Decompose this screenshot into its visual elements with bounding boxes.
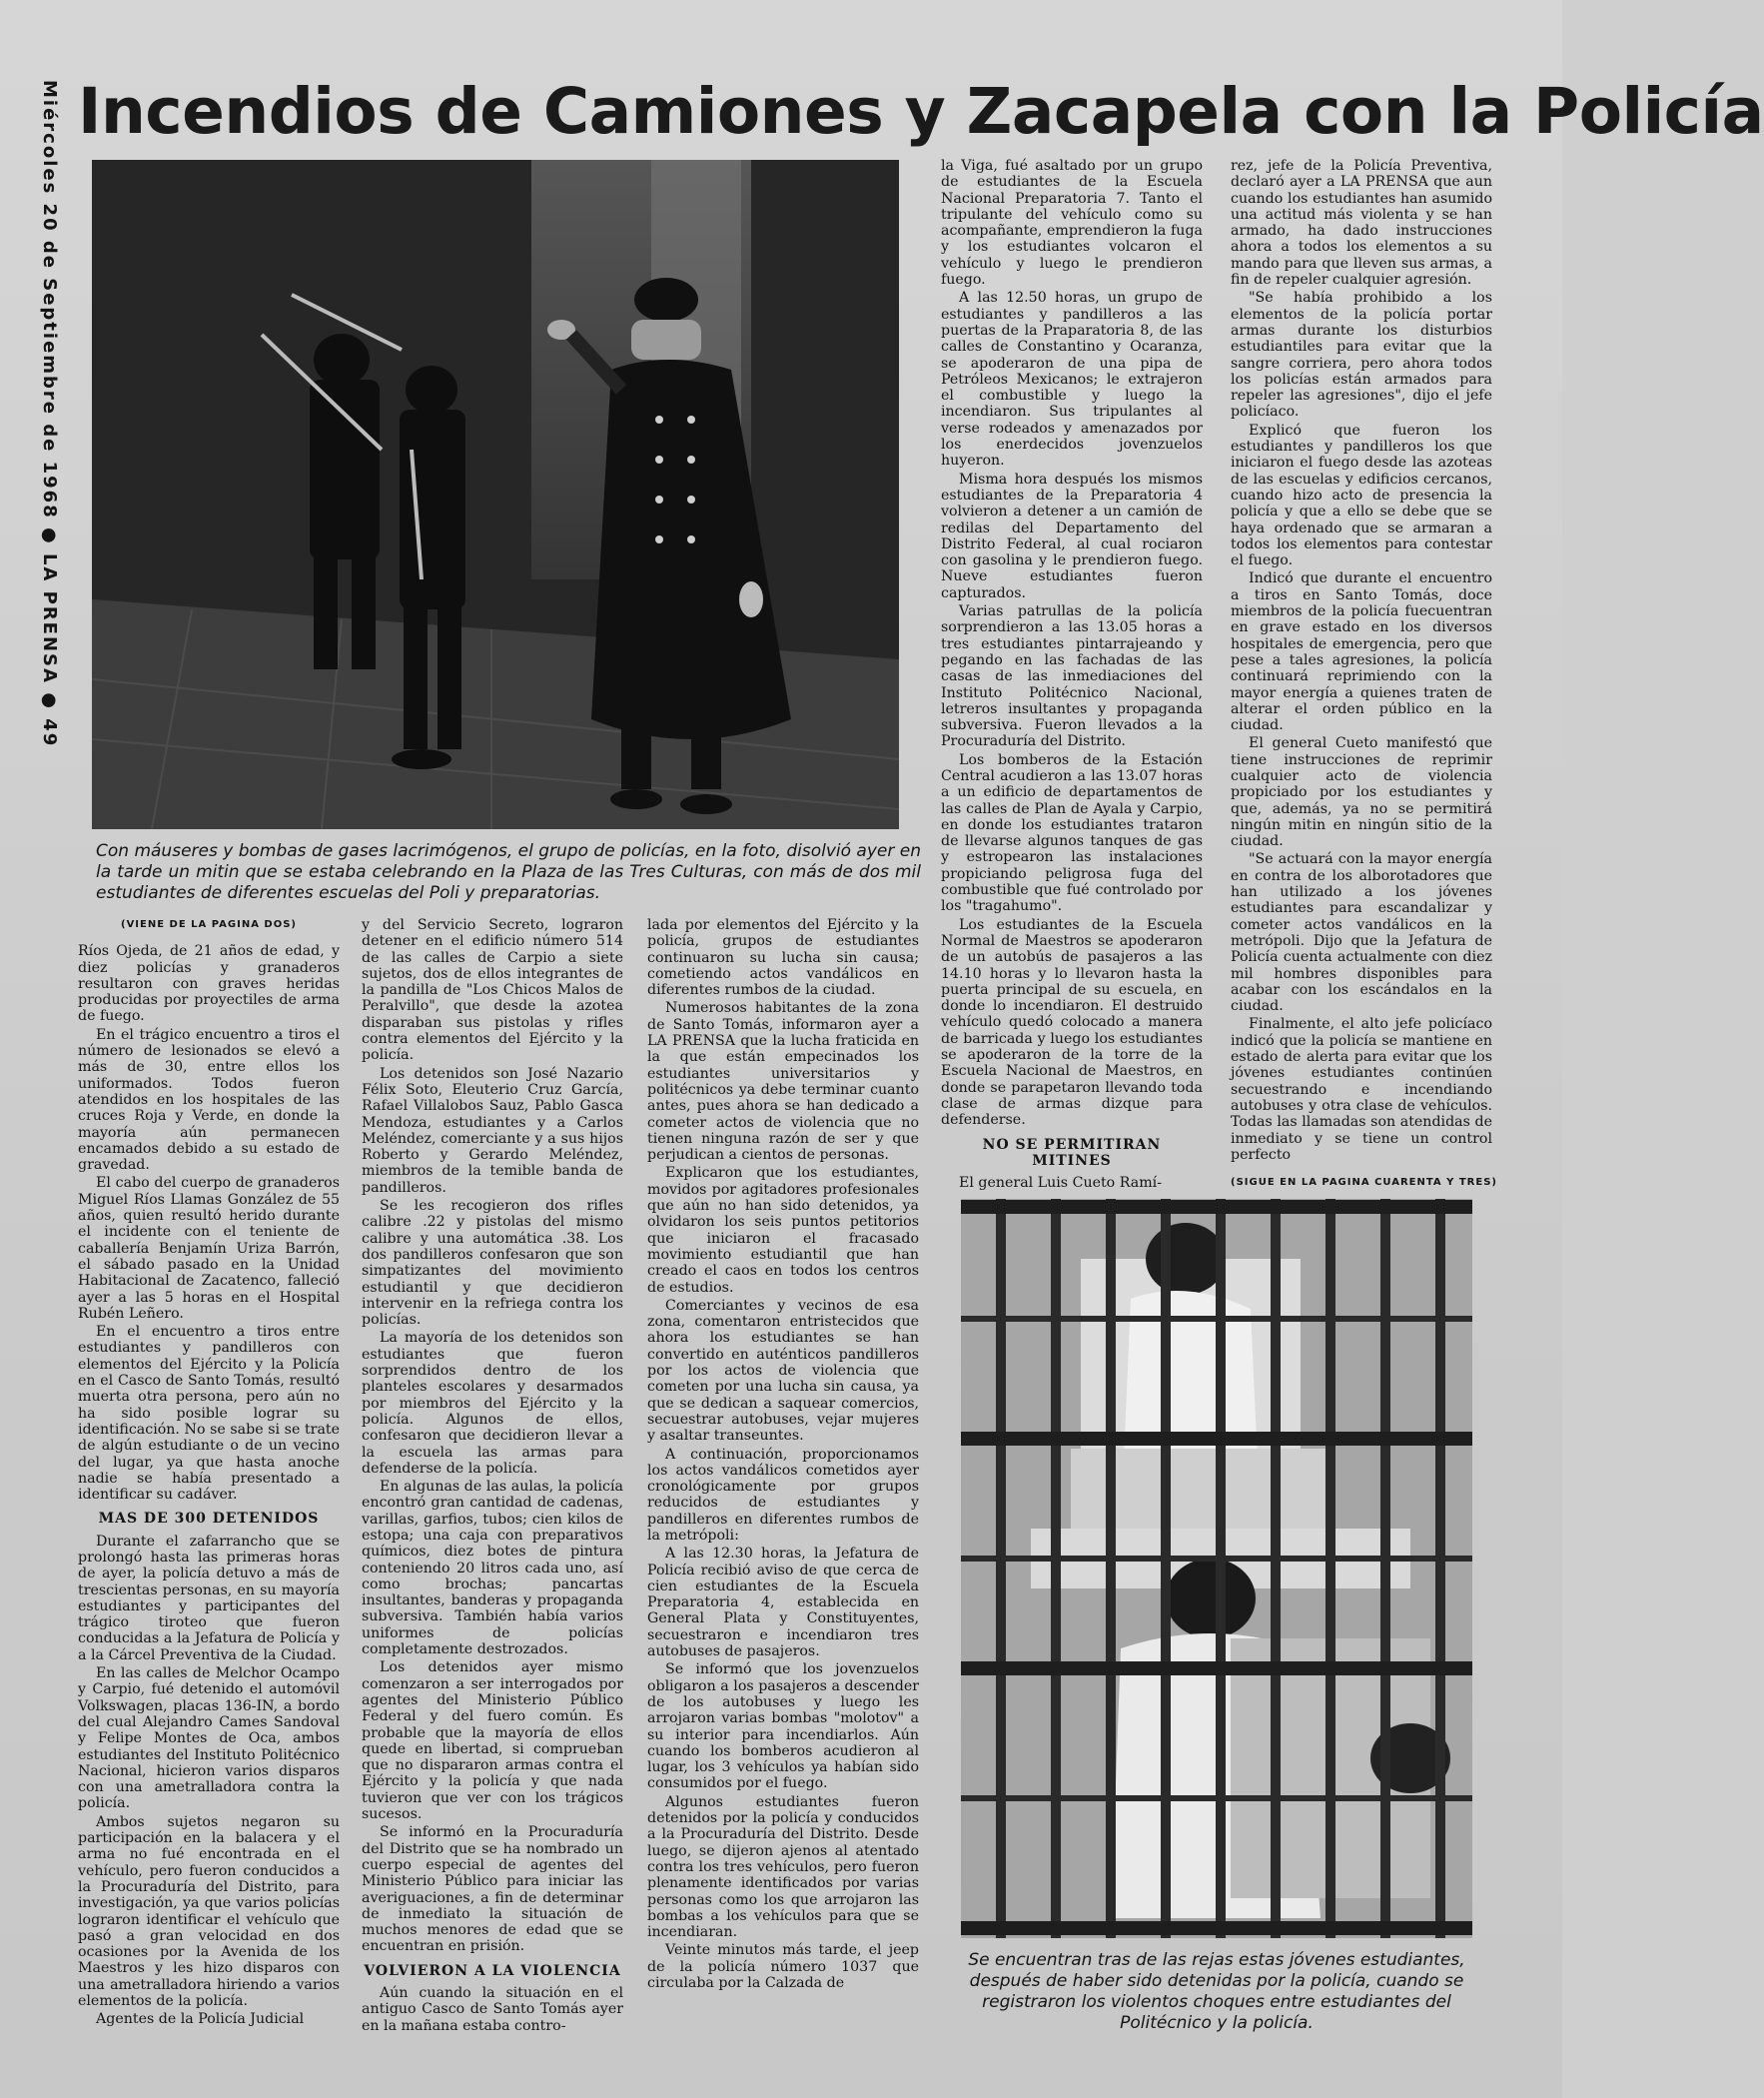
detainees-photo-caption: Se encuentran tras de las rejas estas jóvenes estudiantes, después de haber sido detenidas por la policía, cuando se registraron los violentos choques entre estudiantes del Politécnico y la policía. xyxy=(968,1950,1465,2033)
paragraph: rez, jefe de la Policía Preventiva, declaró ayer a LA PRENSA que aun cuando los estudiantes han asumido una actitud más violenta y se han armado, ha dado instrucciones ahora a todos los elementos a su mando para que lleven sus armas, a fin de repeler cualquier agresión. xyxy=(1231,158,1492,289)
paragraph: El general Cueto manifestó que tiene instrucciones de reprimir cualquier acto de violencia propiciado por los estudiantes y que, además, ya no se permitirá ningún mitin en ningún sitio de la ciudad. xyxy=(1231,735,1492,850)
continued-on-label: (SIGUE EN LA PAGINA CUARENTA Y TRES) xyxy=(1231,1177,1497,1188)
article-column-2 xyxy=(362,917,623,2036)
paragraph: A las 12.30 horas, la Jefatura de Policía recibió aviso de que cerca de cien estudiantes de la Escuela Preparatoria 4, establecida en General Plata y Constituyentes, secuestraron e incendiaron tres autobuses de pasajeros. xyxy=(647,1546,919,1660)
paragraph: Indicó que durante el encuentro a tiros en Santo Tomás, doce miembros de la policía fuecuentran en grave estado en los diversos hospitales de emergencia, pero que pese a tales agresiones, la policía continuará reprimiendo con la mayor energía a quienes traten de alterar el orden público en la ciudad. xyxy=(1231,570,1492,734)
paragraph: la Viga, fué asaltado por un grupo de estudiantes de la Escuela Nacional Preparatoria 7. Tanto el tripulante del vehículo como su acompañante, emprendieron la fuga y los estudiantes volcaron el vehículo y luego le prendieron fuego. xyxy=(941,158,1203,289)
subheading: VOLVIERON A LA VIOLENCIA xyxy=(364,1962,621,1979)
paragraph: lada por elementos del Ejército y la policía, grupos de estudiantes continuaron su lucha sin causa; cometiendo actos vandálicos en diferentes rumbos de la ciudad. xyxy=(647,917,919,999)
page-header-strip xyxy=(26,80,60,1199)
paragraph: Comerciantes y vecinos de esa zona, comentaron entristecidos que ahora los estudiantes se han convertido en auténticos pandilleros por los actos de violencia que cometen por una lucha sin causa, ya que se dedican a saquear comercios, secuestrar autobuses, vejar mujeres y asaltar transeuntes. xyxy=(647,1297,919,1445)
paragraph: Los estudiantes de la Escuela Normal de Maestros se apoderaron de un autobús de pasajeros a las 14.10 horas y lo llevaron hasta la puerta principal de su escuela, en donde lo incendiaron. El destruido vehículo quedó colocado a manera de barricada y luego los estudiantes se apoderaron de la torre de la Escuela Nacional de Maestros, en donde se parapetaron llevando toda clase de armas dizque para defenderse. xyxy=(941,916,1203,1129)
paragraph: En las calles de Melchor Ocampo y Carpio, fué detenido el automóvil Volkswagen, placas 136-IN, a bordo del cual Alejandro Cames Sandoval y Felipe Montes de Oca, ambos estudiantes del Instituto Politécnico Nacional, hicieron varios disparos con una ametralladora contra la policía. xyxy=(78,1665,340,1812)
paragraph: Los detenidos ayer mismo comenzaron a ser interrogados por agentes del Ministerio Público Federal y del fuero común. Es probable que la mayoría de ellos quede en libertad, si comprueban que no dispararon armas contra el Ejército y la policía y que nada tuvieron que ver con los trágicos sucesos. xyxy=(362,1659,623,1823)
police-photo xyxy=(92,160,899,829)
paragraph: Se informó que los jovenzuelos obligaron a los pasajeros a descender de los autobuses y luego les arrojaron varias bombas "molotov" a su interior para incendiarlos. Aún cuando los bomberos acudieron al lugar, los 3 vehículos ya habían sido consumidos por el fuego. xyxy=(647,1661,919,1792)
paragraph: En el encuentro a tiros entre estudiantes y pandilleros con elementos del Ejército y la Policía en el Casco de Santo Tomás, resultó muerta otra persona, pero aún no ha sido posible lograr su identificación. No se sabe si se trate de algún estudiante o de un vecino del lugar, ya que hasta anoche nadie se había presentado a identificar su cadáver. xyxy=(78,1324,340,1504)
paragraph: Explicó que fueron los estudiantes y pandilleros los que iniciaron el fuego desde las azoteas de las escuelas y edificios cercanos, cuando hizo acto de presencia la policía y que a ello se debe que se haya ordenado que se armaran a todos los elementos para contestar el fuego. xyxy=(1231,422,1492,569)
paragraph: Misma hora después los mismos estudiantes de la Preparatoria 4 volvieron a detener a un camión de redilas del Departamento del Distrito Federal, al cual rociaron con gasolina y le prendieron fuego. Nueve estudiantes fueron capturados. xyxy=(941,471,1203,601)
paragraph: Veinte minutos más tarde, el jeep de la policía número 1037 que circulaba por la Calzada de xyxy=(647,1942,919,1991)
article-column-3 xyxy=(647,917,919,1993)
paragraph: Finalmente, el alto jefe policíaco indicó que la policía se mantiene en estado de alerta para evitar que los jóvenes estudiantes continúen secuestrando e incendiando autobuses y otra clase de vehículos. Todas las llamadas son atendidas de inmediato y se tiene un control perfecto xyxy=(1231,1016,1492,1163)
subheading: MAS DE 300 DETENIDOS xyxy=(98,1511,320,1528)
paragraph: En algunas de las aulas, la policía encontró gran cantidad de cadenas, varillas, garfios, tubos; cien kilos de estopa; una caja con preparativos químicos, diez botes de pintura conteniendo 20 litros cada uno, así como brochas; pancartas insultantes, banderas y propaganda subversiva. También había varios uniformes de policías completamente destrozados. xyxy=(362,1479,623,1658)
paragraph: y del Servicio Secreto, lograron detener en el edificio número 514 de las calles de Carpio a siete sujetos, dos de ellos integrantes de la pandilla de "Los Chicos Malos de Peralvillo", que desde la azotea disparaban sus pistolas y rifles contra elementos del Ejército y la policía. xyxy=(362,917,623,1064)
paragraph: Los detenidos son José Nazario Félix Soto, Eleuterio Cruz García, Rafael Villalobos Sauz, Pablo Gasca Mendoza, estudiantes y a Carlos Meléndez, comerciante y a sus hijos Roberto y Gerardo Meléndez, miembros de la temible banda de pandilleros. xyxy=(362,1065,623,1196)
paragraph: Aún cuando la situación en el antiguo Casco de Santo Tomás ayer en la mañana estaba contro- xyxy=(362,1985,623,2034)
paragraph: En el trágico encuentro a tiros el número de lesionados se elevó a más de 30, entre ellos los uniformados. Todos fueron atendidos en los hospitales de las cruces Roja y Verde, en donde la mayoría aún permanecen encamados debido a su estado de gravedad. xyxy=(78,1026,340,1174)
paragraph: Varias patrullas de la policía sorprendieron a las 13.05 horas a tres estudiantes pintarrajeando y pegando en las fachadas de las casas de las inmediaciones del Instituto Politécnico Nacional, letreros insultantes y propaganda subversiva. Fueron llevados a la Procuraduría del Distrito. xyxy=(941,603,1203,750)
paragraph: El general Luis Cueto Ramí- xyxy=(959,1175,1162,1192)
paragraph: A continuación, proporcionamos los actos vandálicos cometidos ayer cronológicamente por grupos reducidos de estudiantes y pandilleros en diferentes rumbos de la metrópoli: xyxy=(647,1446,919,1544)
article-column-1 xyxy=(78,917,340,2030)
paragraph: Durante el zafarrancho que se prolongó hasta las primeras horas de ayer, la policía detuvo a más de trescientas personas, en su mayoría estudiantes y participantes del trágico tiroteo que fueron conducidas a la Jefatura de Policía y a la Cárcel Preventiva de la Ciudad. xyxy=(78,1533,340,1663)
paragraph: Explicaron que los estudiantes, movidos por agitadores profesionales que aún no han sido detenidos, ya olvidaron los seis puntos petitorios que iniciaron el fracasado movimiento estudiantil que han creado el caos en todos los centros de estudios. xyxy=(647,1165,919,1296)
article-column-4 xyxy=(941,158,1203,1193)
paragraph: "Se había prohibido a los elementos de la policía portar armas durante los disturbios estudiantiles para evitar que la sangre corriera, pero ahora todos los policías están armados para repeler las agresiones", dijo el jefe policíaco. xyxy=(1231,290,1492,421)
paragraph: Ambos sujetos negaron su participación en la balacera y el arma no fué encontrada en el vehículo, pero fueron conducidos a la Procuraduría del Distrito, para investigación, ya que varios policías lograron identificar el vehículo que pasó a gran velocidad en dos ocasiones por la Avenida de los Maestros y les hizo disparos con una ametralladora hiriendo a varios elementos de la policía. xyxy=(78,1813,340,2009)
detainees-photo xyxy=(961,1199,1472,1938)
paragraph: A las 12.50 horas, un grupo de estudiantes y pandilleros a las puertas de la Praparatoria 8, de las calles de Constantino y Ocaranza, se apoderaron de una pipa de Petróleos Mexicanos; le extrajeron el combustible y luego la incendiaron. Sus tripulantes al verse rodeados y amenazados por los enerdecidos jovenzuelos huyeron. xyxy=(941,290,1203,470)
headline: Incendios de Camiones y Zacapela con la Policía xyxy=(78,75,1764,148)
police-photo-image xyxy=(92,160,899,829)
paragraph: Se informó en la Procuraduría del Distrito que se ha nombrado un cuerpo especial de agentes del Ministerio Público para iniciar las averiguaciones, a fin de determinar de inmediato la situación de muchos menores de edad que se encuentran en prisión. xyxy=(362,1824,623,1955)
article-column-5 xyxy=(1231,158,1492,1165)
paragraph: Numerosos habitantes de la zona de Santo Tomás, informaron ayer a LA PRENSA que la lucha fraticida en la que están empecinados los estudiantes universitarios y politécnicos ya debe terminar cuanto antes, pues ahora se han dedicado a cometer actos de violencia que no tienen ninguna razón de ser y que perjudican a cientos de personas. xyxy=(647,1000,919,1164)
continued-from-label: (VIENE DE LA PAGINA DOS) xyxy=(121,919,297,930)
paragraph: "Se actuará con la mayor energía en contra de los alborotadores que han utilizado a los jóvenes estudiantes para escandalizar y cometer actos vandálicos en la metrópoli. Dijo que la Jefatura de Policía cuenta actualmente con diez mil hombres disponibles para acabar con los escándalos en la ciudad. xyxy=(1231,851,1492,1015)
detainees-photo-image xyxy=(961,1199,1472,1938)
paragraph: Agentes de la Policía Judicial xyxy=(96,2011,305,2028)
police-photo-caption: Con máuseres y bombas de gases lacrimógenos, el grupo de policías, en la foto, disolvió ayer en la tarde un mitin que se estaba celebrando en la Plaza de las Tres Culturas, con más de dos mil estudiantes de diferentes escuelas del Poli y preparatorias. xyxy=(96,841,921,903)
paragraph: Algunos estudiantes fueron detenidos por la policía y conducidos a la Procuraduría del Distrito. Desde luego, se dijeron ajenos al atentado contra los tres vehículos, pero fueron plenamente identificados por varias personas como los que arrojaron las bombas a los vehículos para que se incendiaran. xyxy=(647,1793,919,1941)
paragraph: Se les recogieron dos rifles calibre .22 y pistolas del mismo calibre y una automática .38. Los dos pandilleros confesaron que son simpatizantes del movimiento estudiantil y que decidieron intervenir en la refriega contra los policías. xyxy=(362,1198,623,1329)
paragraph: Los bomberos de la Estación Central acudieron a las 13.07 horas a un edificio de departamentos de las calles de Plan de Ayala y Carpio, en donde los estudiantes trataron de llevarse algunos tanques de gas y estropearon las instalaciones propiciando peligrosa fuga del combustible que fué controlado por los "tragahumo". xyxy=(941,751,1203,915)
date-masthead: Miércoles 20 de Septiembre de 1968 ● LA PRENSA ● 49 xyxy=(39,80,60,748)
paragraph: La mayoría de los detenidos son estudiantes que fueron sorprendidos dentro de los planteles escolares y desarmados por miembros del Ejército y la policía. Algunos de ellos, confesaron que decidieron llevar a la escuela las armas para defenderse de la policía. xyxy=(362,1330,623,1477)
subheading: NO SE PERMITIRAN MITINES xyxy=(982,1136,1162,1169)
paragraph: El cabo del cuerpo de granaderos Miguel Ríos Llamas González de 55 años, quien resultó herido durante el incidente con el teniente de caballería Benjamín Uriza Barrón, el sábado pasado en la Unidad Habitacional de Zacatenco, falleció ayer a las 5 horas en el Hospital Rubén Leñero. xyxy=(78,1175,340,1322)
paragraph: Ríos Ojeda, de 21 años de edad, y diez policías y granaderos resultaron con graves heridas producidas por proyectiles de arma de fuego. xyxy=(78,943,340,1025)
